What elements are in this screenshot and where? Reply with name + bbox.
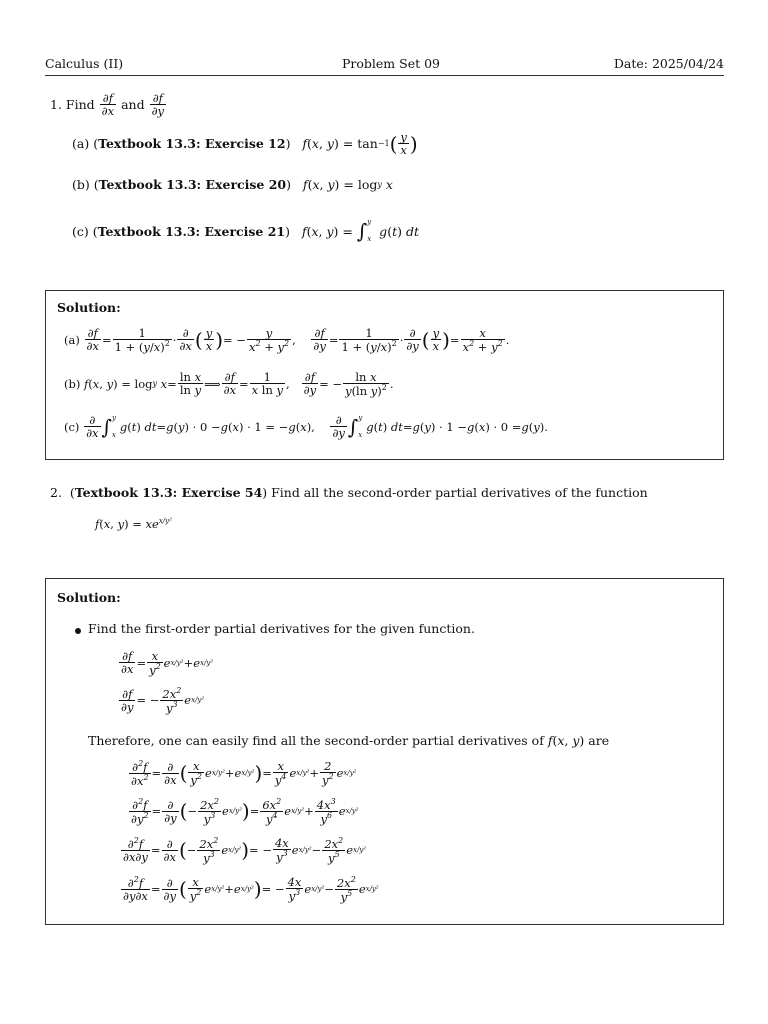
part-c-ref: Textbook 13.3: Exercise 21 — [97, 223, 286, 239]
problem1-part-b: (b) ( Textbook 13.3: Exercise 20 ) f ( x , y ) = log y x — [72, 177, 393, 192]
second-order-yx: $\frac{\partial^2f}{\partial y\partial x}$ = $\frac{\partial}{\partial y}$ ( $\frac{x}{y^2}$ e x/y² + e x/y² ) = − $\frac{4x}{y^3}$ e x/y² − $\frac{2x^2}{y^5}$ e x/y² — [123, 875, 379, 904]
part-a-formula: f — [302, 136, 308, 152]
solution2-bullet-text: Find the first-order partial derivatives for the given function. — [88, 621, 475, 636]
solution2-title: Solution: — [57, 590, 121, 605]
header-right: Date: 2025/04/24 — [613, 56, 724, 71]
problem2-number: 2. — [50, 485, 62, 500]
problem2-function: f(x, $y) = xe^{x/y^2}$ — [95, 517, 172, 531]
bullet-icon — [75, 628, 81, 634]
solution1-line-b: (b) f ( x , y ) = log y x = $\frac{\text{ln x}}{\text{ln y}}$ ⟹ $\frac{\partial f}{\partial x}$ = $\frac{1}{\text{x ln y}}$ , $\frac{\partial f}{\partial y}$ = − $\frac{\text{ln x}}{y(\ln y)^2}$ . — [64, 370, 394, 398]
problem1-and: and — [121, 97, 145, 113]
part-a-ref: Textbook 13.3: Exercise 12 — [98, 136, 286, 152]
header-left: Calculus (II) — [45, 56, 124, 71]
header-center: Problem Set 09 — [342, 56, 440, 71]
header-rule — [45, 75, 724, 76]
first-order-dy: $\frac{\partial f}{\partial y}$ = − $\frac{2x^2}{y^3}$ e x/y² — [121, 686, 205, 715]
dfdx-fraction: $\frac{\partial f}{\partial x}$ — [101, 91, 115, 119]
problem2-ref: Textbook 13.3: Exercise 54 — [74, 485, 263, 500]
problem2-statement: 2. (Textbook 13.3: Exercise 54) Find all the second-order partial derivatives of the function — [50, 485, 648, 500]
problem1-part-c: (c) ( Textbook 13.3: Exercise 21 ) f ( x , y ) = ∫ y x g ( t ) dt — [72, 218, 419, 243]
part-b-ref: Textbook 13.3: Exercise 20 — [98, 177, 287, 192]
solution2-therefore: Therefore, one can easily find all the second-order partial derivatives of f(x, y) are — [88, 733, 610, 748]
problem1-part-a: (a) ( Textbook 13.3: Exercise 12 ) f ( x , y ) = tan −1 ( $\frac{y}{x}$ ) — [72, 130, 418, 158]
solution1-line-c: (c) $\frac{\partial}{\partial x}$ ∫ y x g ( t ) dt = g ( y ) · 0 − g ( x ) · 1 = − g ( x ), $\frac{\partial}{\partial y}$ ∫ y x g ( t ) dt = g ( y ) · 1 − g ( x ) · 0 = g ( y ). — [64, 413, 548, 441]
first-order-dx: $\frac{\partial f}{\partial x}$ = $\frac{x}{y^2}$ e x/y² + e x/y² — [121, 649, 214, 677]
second-order-xx: $\frac{\partial^2f}{\partial x^2}$ = $\frac{\partial}{\partial x}$ ( $\frac{x}{y^2}$ e x/y² + e x/y² ) = $\frac{x}{y^4}$ e x/y² + $\frac{2}{y^2}$ e x/y² — [131, 759, 357, 788]
problem1-number: 1. — [50, 97, 62, 113]
solution1-title: Solution: — [57, 300, 121, 315]
problem1-find: Find — [65, 97, 95, 113]
dfdy-fraction: $\frac{\partial f}{\partial y}$ — [151, 91, 165, 119]
solution1-line-a: (a) $\frac{\partial f}{\partial x}$ = $\frac{1}{1 + (y/x)^2}$ · $\frac{\partial}{\partial x}$ ( $\frac{y}{x}$ ) = − $\frac{y}{x^2 + y^2}$ , $\frac{\partial f}{\partial y}$ = $\frac{1}{1 + (y/x)^2}$ · $\frac{\partial}{\partial y}$ ( $\frac{y}{x}$ ) = $\frac{x}{x^2 + y^2}$ . — [64, 326, 510, 354]
problem1-statement — [50, 92, 167, 117]
second-order-yy: $\frac{\partial^2f}{\partial y^2}$ = $\frac{\partial}{\partial y}$ ( − $\frac{2x^2}{y^3}$ e x/y² ) = $\frac{6x^2}{y^4}$ e x/y² + $\frac{4x^3}{y^6}$ e x/y² — [131, 797, 359, 826]
second-order-xy: $\frac{\partial^2f}{\partial x\partial y}$ = $\frac{\partial}{\partial x}$ ( − $\frac{2x^2}{y^3}$ e x/y² ) = − $\frac{4x}{y^3}$ e x/y² − $\frac{2x^2}{y^5}$ e x/y² — [123, 836, 367, 865]
problem2-text: ) Find all the second-order partial derivatives of the function — [262, 485, 648, 500]
